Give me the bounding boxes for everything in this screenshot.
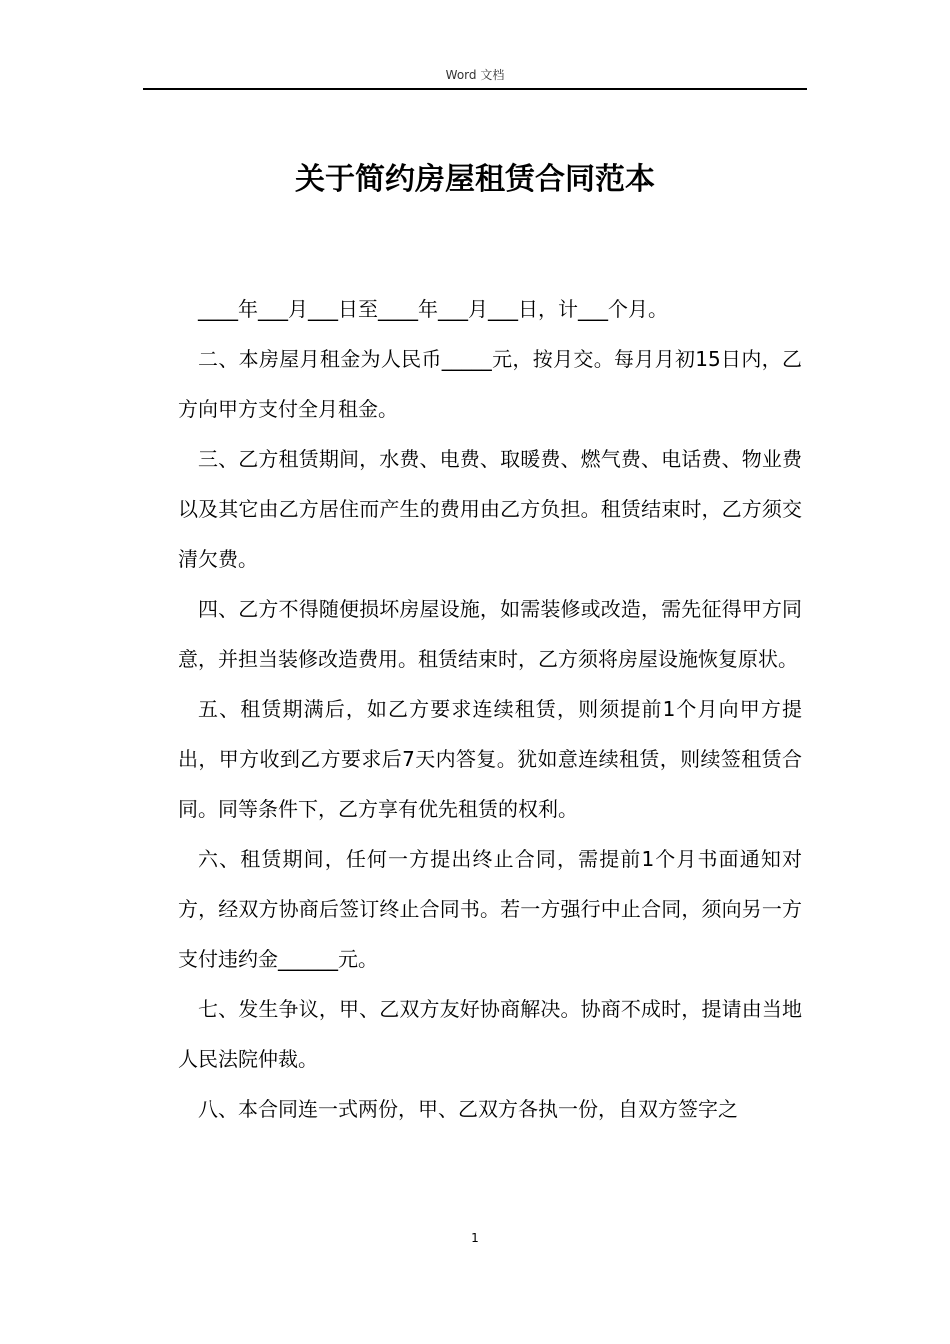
- page-header: Word 文档: [143, 66, 807, 90]
- paragraph-termination: 六、租赁期间，任何一方提出终止合同，需提前1个月书面通知对方，经双方协商后签订终止合同书。若一方强行中止合同，须向另一方支付违约金______元。: [178, 847, 802, 971]
- page-number: 1: [471, 1231, 479, 1245]
- paragraph-renewal: 五、租赁期满后，如乙方要求连续租赁，则须提前1个月向甲方提出，甲方收到乙方要求后7天内答复。犹如意连续租赁，则续签租赁合同。同等条件下，乙方享有优先租赁的权利。: [178, 697, 802, 821]
- paragraph-rent: 二、本房屋月租金为人民币_____元，按月交。每月月初15日内，乙方向甲方支付全月租金。: [178, 347, 802, 421]
- paragraph-dispute: 七、发生争议，甲、乙双方友好协商解决。协商不成时，提请由当地人民法院仲裁。: [178, 997, 802, 1071]
- document-title: 关于简约房屋租赁合同范本: [295, 162, 655, 197]
- document-body: [178, 284, 802, 1134]
- paragraph-utilities: 三、乙方租赁期间，水费、电费、取暖费、燃气费、电话费、物业费以及其它由乙方居住而产生的费用由乙方负担。租赁结束时，乙方须交清欠费。: [178, 447, 802, 571]
- paragraph-term: ____年___月___日至____年___月___日，计___个月。: [198, 297, 668, 321]
- paragraph-copies: 八、本合同连一式两份，甲、乙双方各执一份，自双方签字之: [198, 1097, 738, 1121]
- paragraph-facilities: 四、乙方不得随便损坏房屋设施，如需装修或改造，需先征得甲方同意，并担当装修改造费用。租赁结束时，乙方须将房屋设施恢复原状。: [178, 597, 802, 671]
